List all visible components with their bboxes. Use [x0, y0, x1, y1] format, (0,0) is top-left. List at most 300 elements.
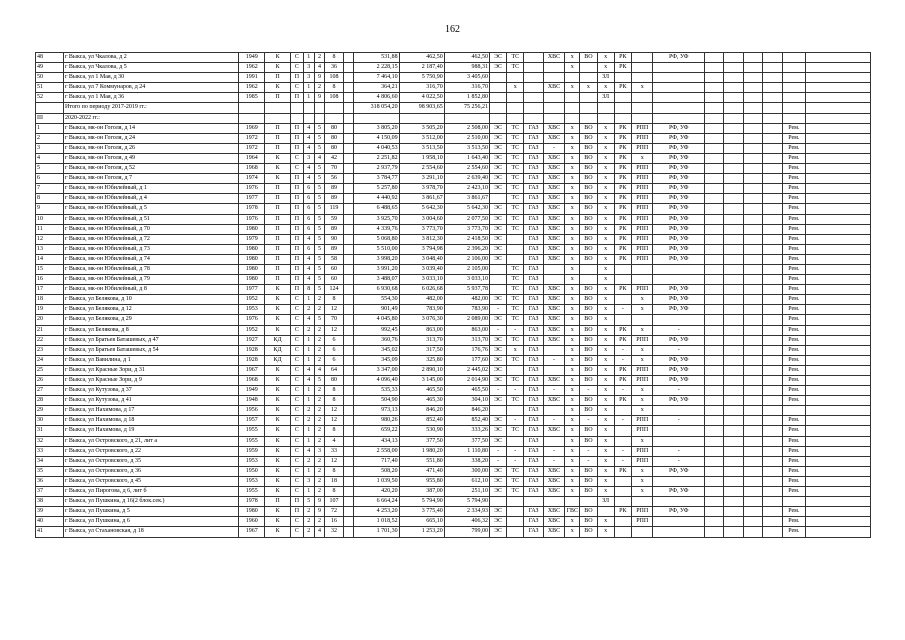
table-cell	[631, 264, 653, 274]
table-cell: 35	[36, 466, 64, 476]
table-cell	[614, 426, 631, 436]
table-cell	[782, 63, 806, 73]
table-cell: Рем.	[782, 275, 806, 285]
table-cell: Рем.	[782, 527, 806, 537]
table-cell: х	[565, 133, 580, 143]
table-cell: С	[290, 295, 303, 305]
table-cell: ГАЗ	[524, 254, 543, 264]
table-cell: 4	[303, 264, 314, 274]
table-cell	[343, 123, 354, 133]
table-row	[36, 113, 871, 123]
table-cell: РК	[614, 184, 631, 194]
table-cell	[806, 456, 871, 466]
table-cell: 1 980,20	[399, 446, 444, 456]
table-cell: Рем.	[782, 305, 806, 315]
table-cell: РК	[614, 244, 631, 254]
table-cell: -	[614, 456, 631, 466]
table-cell	[565, 103, 580, 113]
table-cell: ГАЗ	[524, 194, 543, 204]
table-cell: 3	[36, 143, 64, 153]
table-cell: 18	[325, 476, 343, 486]
table-cell: ГАЗ	[524, 164, 543, 174]
table-cell: П	[290, 133, 303, 143]
table-cell: Рем.	[782, 507, 806, 517]
table-cell: 48	[36, 53, 64, 63]
table-cell: ВО	[580, 224, 597, 234]
table-cell	[724, 345, 743, 355]
table-cell: 508,20	[354, 466, 399, 476]
table-cell: 4	[36, 153, 64, 163]
table-cell: х	[597, 436, 614, 446]
table-cell: 3 512,00	[399, 133, 444, 143]
table-cell	[763, 224, 782, 234]
table-cell: 1991	[239, 73, 265, 83]
table-cell	[705, 355, 724, 365]
table-row	[36, 164, 871, 174]
table-cell	[743, 53, 762, 63]
table-cell: г Выкса, ул Белякова, д 12	[63, 305, 238, 315]
table-cell: 3	[303, 476, 314, 486]
table-cell	[782, 93, 806, 103]
table-cell: х	[597, 345, 614, 355]
table-cell	[631, 53, 653, 63]
table-cell: К	[265, 315, 291, 325]
table-cell: 16	[36, 275, 64, 285]
table-cell	[724, 224, 743, 234]
table-cell	[724, 517, 743, 527]
table-cell: х	[597, 517, 614, 527]
table-cell: П	[265, 264, 291, 274]
table-cell: г Выкса, ул Нахимова, д 18	[63, 416, 238, 426]
table-cell: 107	[325, 497, 343, 507]
table-cell	[543, 93, 565, 103]
table-cell: 973,13	[354, 406, 399, 416]
table-cell: 420,20	[354, 487, 399, 497]
table-cell: 5	[314, 194, 325, 204]
table-cell	[705, 254, 724, 264]
table-cell: х	[597, 133, 614, 143]
table-cell: 2	[303, 406, 314, 416]
table-cell: 89	[325, 184, 343, 194]
table-cell: 4	[303, 275, 314, 285]
table-cell: х	[565, 224, 580, 234]
table-cell: III	[36, 113, 64, 123]
table-cell	[524, 93, 543, 103]
table-cell	[743, 264, 762, 274]
table-cell: П	[290, 264, 303, 274]
table-cell: -	[614, 345, 631, 355]
table-cell: С	[290, 386, 303, 396]
table-cell	[724, 164, 743, 174]
table-cell: 345,02	[354, 345, 399, 355]
table-cell	[763, 476, 782, 486]
table-cell	[763, 164, 782, 174]
table-cell	[303, 113, 314, 123]
table-cell	[507, 234, 524, 244]
table-cell: 6	[303, 244, 314, 254]
table-cell: Рем.	[782, 436, 806, 446]
table-cell: 2 228,15	[354, 63, 399, 73]
table-cell: ВО	[580, 355, 597, 365]
table-cell: 612,10	[444, 476, 489, 486]
table-cell: 24	[36, 355, 64, 365]
table-cell: РФ, УФ	[653, 396, 705, 406]
table-cell: 52	[36, 93, 64, 103]
table-cell	[724, 365, 743, 375]
table-cell: 39	[36, 507, 64, 517]
table-cell: 6	[325, 345, 343, 355]
table-cell	[763, 123, 782, 133]
table-cell	[724, 527, 743, 537]
table-cell	[806, 305, 871, 315]
table-cell: РК	[614, 53, 631, 63]
table-cell: 36	[325, 63, 343, 73]
table-cell: 5	[314, 275, 325, 285]
table-cell	[724, 194, 743, 204]
table-cell: ХВС	[543, 244, 565, 254]
table-cell	[705, 73, 724, 83]
table-cell: Рем.	[782, 325, 806, 335]
table-cell	[724, 305, 743, 315]
table-cell	[597, 103, 614, 113]
table-cell	[580, 275, 597, 285]
table-cell: 1969	[239, 123, 265, 133]
table-cell: 32	[325, 527, 343, 537]
table-cell: 15	[36, 264, 64, 274]
table-cell: х	[597, 204, 614, 214]
table-cell: 3 991,20	[354, 264, 399, 274]
table-cell: 2 423,10	[444, 184, 489, 194]
table-cell: Итого по периоду 2017-2019 гг.:	[63, 103, 238, 113]
table-cell: К	[265, 164, 291, 174]
table-cell: 2 508,00	[444, 123, 489, 133]
table-cell: 1928	[239, 355, 265, 365]
table-cell	[724, 285, 743, 295]
table-cell: 1977	[239, 194, 265, 204]
table-cell: 3 773,70	[399, 224, 444, 234]
table-cell: 21	[36, 325, 64, 335]
table-cell	[743, 194, 762, 204]
table-cell: 1950	[239, 466, 265, 476]
table-cell	[743, 204, 762, 214]
table-cell: РФ, УФ	[653, 53, 705, 63]
table-cell	[524, 63, 543, 73]
table-cell: ГАЗ	[524, 174, 543, 184]
table-cell: П	[290, 244, 303, 254]
table-cell: ВО	[580, 234, 597, 244]
table-cell	[743, 335, 762, 345]
table-cell: 1962	[239, 63, 265, 73]
table-cell: 2	[314, 325, 325, 335]
table-cell	[343, 113, 354, 123]
table-cell: 3 076,30	[399, 315, 444, 325]
table-cell: х	[565, 456, 580, 466]
table-cell	[743, 416, 762, 426]
table-cell: х	[597, 184, 614, 194]
table-row	[36, 204, 871, 214]
table-cell: 1	[303, 355, 314, 365]
table-cell	[343, 295, 354, 305]
table-cell: РПП	[631, 184, 653, 194]
table-cell: РПП	[631, 174, 653, 184]
table-cell: 28	[36, 396, 64, 406]
table-cell: ВО	[580, 487, 597, 497]
table-cell: РПП	[631, 194, 653, 204]
table-cell: ВО	[580, 305, 597, 315]
table-cell: 4 806,60	[354, 93, 399, 103]
table-cell: Рем.	[782, 426, 806, 436]
table-cell: 316,70	[399, 83, 444, 93]
table-cell: 72	[325, 507, 343, 517]
table-cell: 799,00	[444, 527, 489, 537]
table-cell: -	[489, 305, 506, 315]
table-cell	[343, 174, 354, 184]
table-cell: РПП	[631, 426, 653, 436]
table-cell: 2	[303, 305, 314, 315]
table-cell: ЭС	[489, 365, 506, 375]
table-row	[36, 143, 871, 153]
table-cell: ВО	[580, 123, 597, 133]
table-cell: ГАЗ	[524, 456, 543, 466]
table-cell: 313,70	[444, 335, 489, 345]
table-cell	[743, 63, 762, 73]
table-cell: х	[631, 466, 653, 476]
table-cell: х	[565, 527, 580, 537]
table-cell: 33	[325, 446, 343, 456]
table-cell: ГАЗ	[524, 234, 543, 244]
table-cell	[743, 497, 762, 507]
table-cell	[763, 194, 782, 204]
table-cell: 2	[314, 476, 325, 486]
table-cell	[743, 446, 762, 456]
table-cell	[705, 83, 724, 93]
table-cell: 2 106,00	[444, 254, 489, 264]
table-cell	[507, 244, 524, 254]
table-cell	[705, 133, 724, 143]
table-cell: 18	[36, 295, 64, 305]
table-cell	[743, 406, 762, 416]
table-cell	[724, 153, 743, 163]
table-cell	[705, 113, 724, 123]
table-cell: г Выкса, ул Островского, д 36	[63, 466, 238, 476]
table-cell	[489, 73, 506, 83]
table-cell: 80	[325, 133, 343, 143]
table-cell: -	[614, 386, 631, 396]
table-cell	[705, 305, 724, 315]
table-cell: 1	[303, 345, 314, 355]
table-cell	[653, 497, 705, 507]
table-cell: 3 039,40	[399, 264, 444, 274]
table-cell: РК	[614, 204, 631, 214]
table-cell: ГАЗ	[524, 214, 543, 224]
table-cell	[343, 386, 354, 396]
table-cell: 1	[303, 436, 314, 446]
table-cell	[614, 436, 631, 446]
table-cell: 6 026,68	[399, 285, 444, 295]
table-cell: х	[597, 153, 614, 163]
table-cell: ГАЗ	[524, 325, 543, 335]
table-cell: РФ, УФ	[653, 254, 705, 264]
table-cell: х	[631, 386, 653, 396]
table-cell: 7 464,10	[354, 73, 399, 83]
table-cell	[705, 93, 724, 103]
table-row	[36, 315, 871, 325]
table-cell: РК	[614, 153, 631, 163]
table-cell: х	[565, 214, 580, 224]
table-cell: 64	[325, 365, 343, 375]
table-row	[36, 365, 871, 375]
table-cell: 42	[325, 153, 343, 163]
table-row	[36, 244, 871, 254]
table-cell: РПП	[631, 365, 653, 375]
table-cell: 5	[314, 164, 325, 174]
table-cell: г Выкса, ул 7 Коммунаров, д 24	[63, 83, 238, 93]
table-cell: П	[290, 204, 303, 214]
table-cell: К	[265, 295, 291, 305]
table-cell: -	[543, 416, 565, 426]
table-cell	[631, 103, 653, 113]
table-cell	[653, 476, 705, 486]
table-cell	[763, 507, 782, 517]
table-cell: г Выкса, ул Кутузова, д 37	[63, 386, 238, 396]
table-row	[36, 93, 871, 103]
table-cell: 6	[325, 335, 343, 345]
table-cell	[763, 426, 782, 436]
table-cell: 325,80	[399, 355, 444, 365]
table-cell: 1 018,52	[354, 517, 399, 527]
table-cell	[343, 325, 354, 335]
table-cell: 1 852,80	[444, 93, 489, 103]
table-cell: 1	[36, 123, 64, 133]
table-cell: 333,26	[444, 426, 489, 436]
table-cell: ТС	[507, 224, 524, 234]
table-cell: х	[565, 466, 580, 476]
table-cell	[705, 315, 724, 325]
table-cell: С	[290, 365, 303, 375]
table-cell: х	[565, 194, 580, 204]
table-cell	[631, 113, 653, 123]
table-cell: П	[265, 244, 291, 254]
table-cell: г Выкса, мк-он Гоголя, д 7	[63, 174, 238, 184]
table-cell: 1980	[239, 264, 265, 274]
table-cell: 659,22	[354, 426, 399, 436]
table-cell: г Выкса, мк-он Юбилейный, д 72	[63, 234, 238, 244]
table-cell: 29	[36, 406, 64, 416]
table-cell: Рем.	[782, 143, 806, 153]
table-cell	[580, 113, 597, 123]
table-cell	[705, 174, 724, 184]
table-cell: 98 903,65	[399, 103, 444, 113]
table-cell	[743, 254, 762, 264]
table-cell: РК	[614, 194, 631, 204]
table-cell: 16	[325, 517, 343, 527]
table-cell: РК	[614, 285, 631, 295]
table-cell	[743, 174, 762, 184]
table-cell	[565, 113, 580, 123]
table-cell	[343, 446, 354, 456]
table-cell: С	[290, 355, 303, 365]
table-cell: 2	[314, 335, 325, 345]
table-cell	[724, 315, 743, 325]
table-row	[36, 254, 871, 264]
table-cell: г Выкса, ул Нахимова, д 17	[63, 406, 238, 416]
table-cell: С	[290, 396, 303, 406]
table-cell	[444, 113, 489, 123]
table-cell: РК	[614, 224, 631, 234]
table-cell: ГАЗ	[524, 305, 543, 315]
table-cell	[806, 73, 871, 83]
table-cell	[543, 406, 565, 416]
table-cell: г Выкса, ул Вавилина, д 1	[63, 355, 238, 365]
table-cell: П	[265, 143, 291, 153]
table-cell: ГВС	[565, 507, 580, 517]
table-cell: 30	[36, 416, 64, 426]
table-cell: 4	[314, 527, 325, 537]
table-row	[36, 123, 871, 133]
table-cell: х	[565, 143, 580, 153]
table-cell	[507, 103, 524, 113]
table-cell	[543, 365, 565, 375]
table-cell	[343, 264, 354, 274]
table-cell: П	[265, 123, 291, 133]
table-cell	[705, 123, 724, 133]
table-cell	[724, 396, 743, 406]
table-cell: ХВС	[543, 164, 565, 174]
table-cell: 4	[303, 446, 314, 456]
table-cell: ЭС	[489, 133, 506, 143]
table-cell: 3 505,20	[399, 123, 444, 133]
table-row	[36, 133, 871, 143]
table-cell: ХВС	[543, 295, 565, 305]
table-cell	[343, 426, 354, 436]
table-cell: 4	[303, 365, 314, 375]
table-cell: 2 554,60	[444, 164, 489, 174]
table-cell	[743, 214, 762, 224]
table-cell: 177,60	[444, 355, 489, 365]
table-cell: 1953	[239, 476, 265, 486]
table-cell: ЭС	[489, 174, 506, 184]
table-cell: 6	[303, 184, 314, 194]
table-cell: 6	[36, 174, 64, 184]
table-row	[36, 396, 871, 406]
table-cell: ХВС	[543, 83, 565, 93]
table-cell: ЭС	[489, 416, 506, 426]
table-cell: 901,49	[354, 305, 399, 315]
table-cell: С	[290, 376, 303, 386]
table-cell: РПП	[631, 214, 653, 224]
table-cell: 1	[303, 93, 314, 103]
table-cell: 1	[303, 426, 314, 436]
table-cell: 4	[314, 63, 325, 73]
table-cell: РФ, УФ	[653, 487, 705, 497]
table-cell	[763, 295, 782, 305]
table-cell: РК	[614, 466, 631, 476]
table-cell	[343, 456, 354, 466]
table-cell: ГАЗ	[524, 184, 543, 194]
table-cell	[724, 73, 743, 83]
table-cell	[743, 275, 762, 285]
table-cell: х	[565, 264, 580, 274]
table-cell: ВО	[580, 436, 597, 446]
table-cell: г Выкса, ул Братьев Баташевых, д 47	[63, 335, 238, 345]
table-cell: ЭС	[489, 466, 506, 476]
table-row	[36, 406, 871, 416]
table-cell: ХВС	[543, 315, 565, 325]
table-cell	[763, 153, 782, 163]
table-cell: 1	[303, 487, 314, 497]
table-cell: 852,40	[399, 416, 444, 426]
table-cell: РФ, УФ	[653, 174, 705, 184]
